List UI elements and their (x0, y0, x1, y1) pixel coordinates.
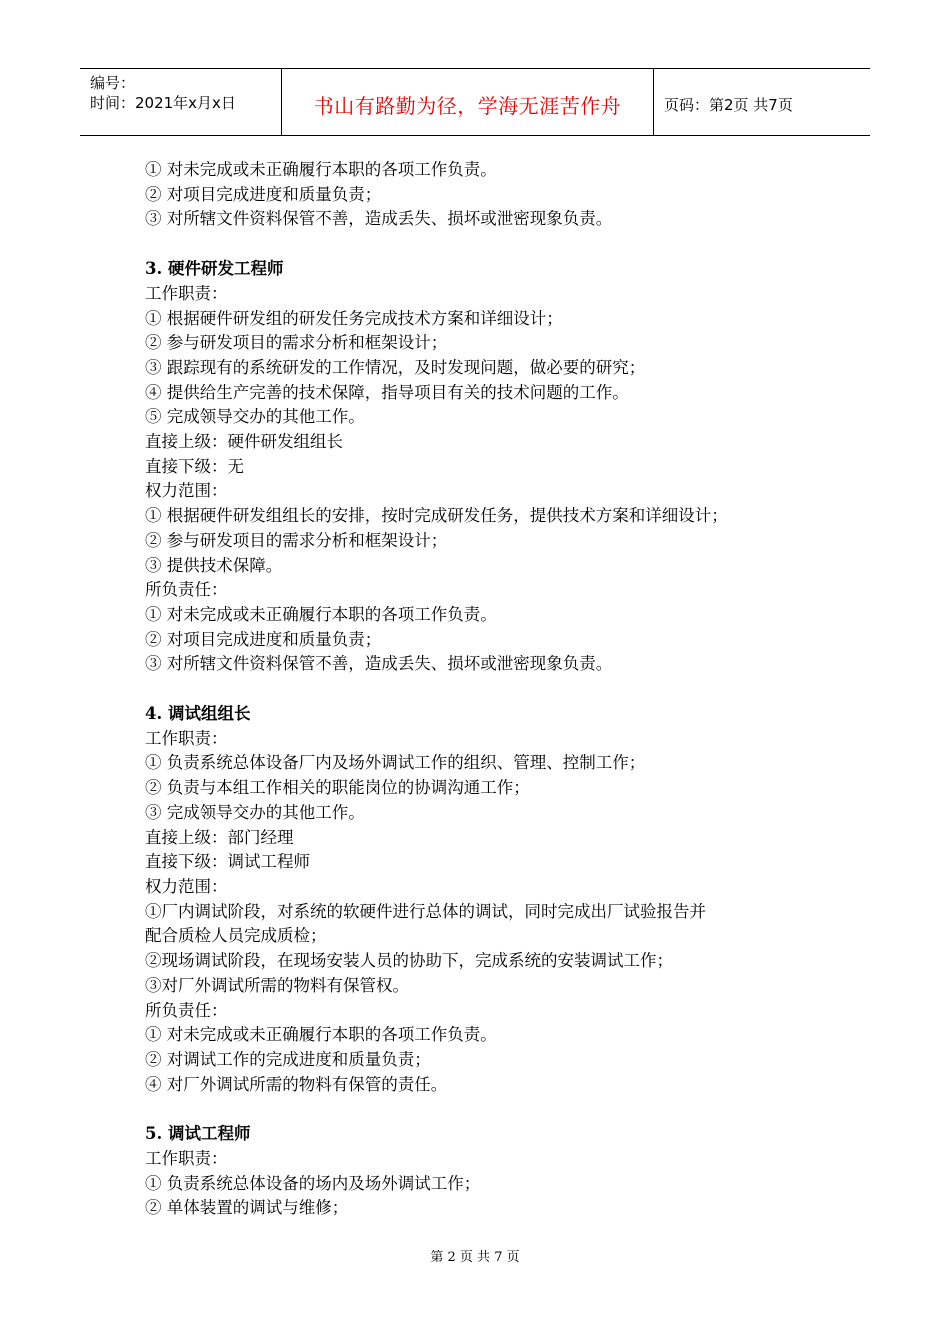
section-1 (145, 257, 825, 677)
body-line: 权力范围： (145, 876, 228, 896)
body-line: ① 对未完成或未正确履行本职的各项工作负责。 (145, 604, 497, 624)
body-line: ⑤ 完成领导交办的其他工作。 (145, 407, 365, 427)
body-line: ③ 对所辖文件资料保管不善，造成丢失、损坏或泄密现象负责。 (145, 654, 613, 674)
body-line: ④ 提供给生产完善的技术保障，指导项目有关的技术问题的工作。 (145, 382, 629, 402)
body-line: ② 负责与本组工作相关的职能岗位的协调沟通工作； (145, 778, 530, 798)
body-line: ① 负责系统总体设备的场内及场外调试工作； (145, 1173, 481, 1193)
document-body (145, 158, 825, 1221)
body-line: 直接下级：调试工程师 (145, 852, 310, 872)
body-line: ① 根据硬件研发组的研发任务完成技术方案和详细设计； (145, 308, 563, 328)
document-number-label: 编号： (90, 74, 136, 92)
body-line: 工作职责： (145, 1149, 228, 1169)
body-line: 直接上级：部门经理 (145, 827, 294, 847)
body-line: ③ 跟踪现有的系统研发的工作情况，及时发现问题，做必要的研究； (145, 357, 646, 377)
section-heading: 5. 调试工程师 (145, 1124, 251, 1144)
body-line: ④ 对厂外调试所需的物料有保管的责任。 (145, 1074, 448, 1094)
body-line: ② 参与研发项目的需求分析和框架设计； (145, 530, 448, 550)
body-line: ③ 对所辖文件资料保管不善，造成丢失、损坏或泄密现象负责。 (145, 209, 613, 229)
header-motto: 书山有路勤为径，学海无涯苦作舟 (282, 69, 654, 135)
section-2 (145, 702, 825, 1097)
section-heading: 4. 调试组组长 (145, 704, 251, 724)
body-line: 工作职责： (145, 283, 228, 303)
body-line: ③对厂外调试所需的物料有保管权。 (145, 975, 409, 995)
body-line: ① 对未完成或未正确履行本职的各项工作负责。 (145, 1025, 497, 1045)
body-line: ① 负责系统总体设备厂内及场外调试工作的组织、管理、控制工作； (145, 753, 646, 773)
body-line: ① 对未完成或未正确履行本职的各项工作负责。 (145, 160, 497, 179)
body-line: ③ 提供技术保障。 (145, 555, 283, 575)
section-heading: 3. 硬件研发工程师 (145, 259, 284, 279)
body-line: 直接上级：硬件研发组组长 (145, 432, 343, 452)
body-line: ①厂内调试阶段，对系统的软硬件进行总体的调试，同时完成出厂试验报告并 (145, 901, 706, 921)
body-line: 直接下级：无 (145, 456, 244, 476)
header-meta (80, 69, 282, 135)
page-footer: 第 2 页 共 7 页 (430, 1250, 520, 1265)
body-line: ① 根据硬件研发组组长的安排，按时完成研发任务，提供技术方案和详细设计； (145, 506, 728, 526)
body-line: 所负责任： (145, 1000, 228, 1020)
body-line: ② 对调试工作的完成进度和质量负责； (145, 1049, 431, 1069)
body-line: 权力范围： (145, 481, 228, 501)
section-3 (145, 1122, 825, 1221)
document-time-label: 时间：2021年x月x日 (90, 94, 236, 112)
header-page-info: 页码：第2页 共7页 (664, 95, 793, 114)
body-line: ② 对项目完成进度和质量负责； (145, 184, 382, 204)
body-line: ② 参与研发项目的需求分析和框架设计； (145, 333, 448, 353)
body-line: 工作职责： (145, 728, 228, 748)
body-line: 配合质检人员完成质检； (145, 926, 327, 946)
body-line: ② 对项目完成进度和质量负责； (145, 629, 382, 649)
page-header (80, 68, 870, 136)
body-line: ②现场调试阶段，在现场安装人员的协助下，完成系统的安装调试工作； (145, 951, 673, 971)
body-line: ② 单体装置的调试与维修； (145, 1198, 349, 1218)
body-line: ③ 完成领导交办的其他工作。 (145, 802, 365, 822)
body-line: 所负责任： (145, 580, 228, 600)
section-0 (145, 158, 825, 232)
